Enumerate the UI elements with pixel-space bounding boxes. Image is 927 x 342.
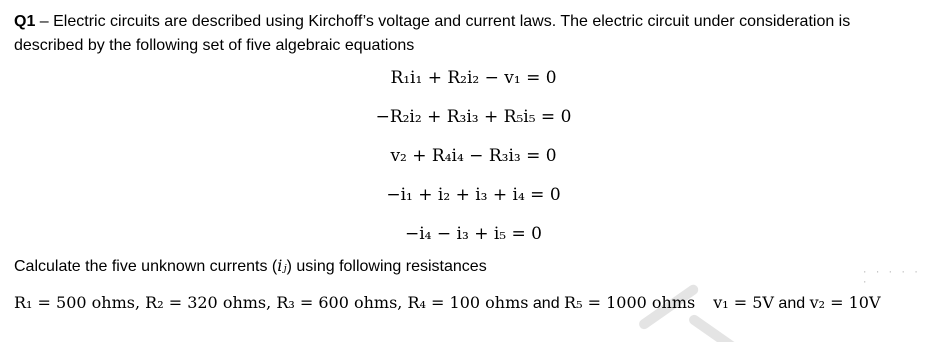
question-number: Q1	[14, 13, 36, 30]
and-word: and	[528, 295, 565, 312]
equation-2-text: −R₂i₂ + R₃i₃ + R₅i₅ = 0	[375, 107, 572, 127]
resistance-r2: R₂ = 320 ohms,	[145, 293, 277, 312]
calculate-text-after: ) using following resistances	[286, 258, 487, 275]
voltage-v1: v₁ = 5V	[713, 293, 774, 312]
equation-5	[0, 224, 927, 244]
question-intro-text: – Electric circuits are described using Kirchoff’s voltage and current laws. The electric circuit under consideration is described by the following set of five algebraic equations	[14, 13, 851, 54]
calculate-instruction	[14, 256, 487, 276]
resistance-r1: R₁ = 500 ohms,	[14, 293, 146, 312]
resistance-r5: R₅ = 1000 ohms	[564, 293, 696, 312]
calculate-text-before: Calculate the five unknown currents (	[14, 258, 278, 275]
resistance-r3: R₃ = 600 ohms,	[276, 293, 408, 312]
resistance-r4: R₄ = 100 ohms	[407, 293, 529, 312]
equation-1-text: R₁i₁ + R₂i₂ − v₁ = 0	[390, 68, 557, 88]
equation-4	[0, 185, 927, 205]
equation-5-text: −i₄ − i₃ + i₅ = 0	[405, 224, 542, 244]
and-word-2: and	[773, 295, 810, 312]
current-variable: iⱼ	[277, 256, 287, 275]
dotted-mark: · · · · · ·	[862, 268, 920, 288]
equation-3	[0, 146, 927, 166]
equation-1	[0, 68, 927, 88]
resistance-values	[14, 293, 881, 313]
equation-3-text: v₂ + R₄i₄ − R₃i₃ = 0	[390, 146, 557, 166]
equation-4-text: −i₁ + i₂ + i₃ + i₄ = 0	[386, 185, 561, 205]
voltage-v2: v₂ = 10V	[809, 293, 881, 312]
question-intro	[14, 10, 914, 58]
equation-2	[0, 107, 927, 127]
